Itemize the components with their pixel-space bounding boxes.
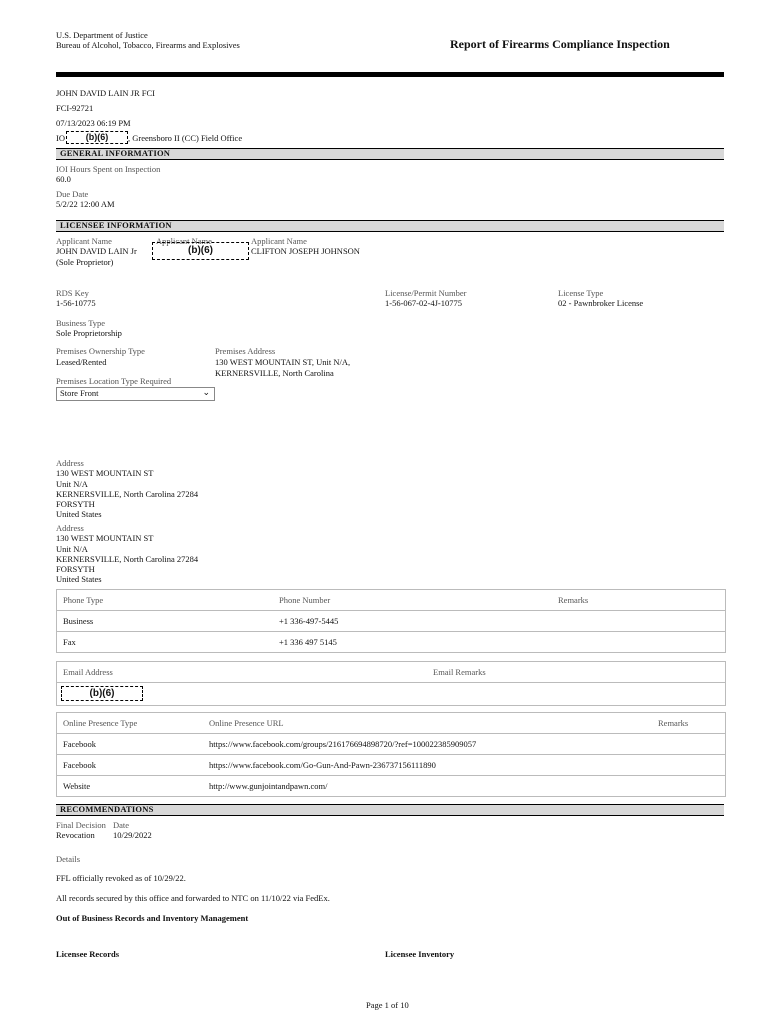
- rds-key-value: 1-56-10775: [56, 298, 96, 308]
- ownership-label: Premises Ownership Type: [56, 346, 145, 356]
- applicant-label: Applicant Name: [56, 236, 112, 246]
- license-number-value: 1-56-067-02-4J-10775: [385, 298, 462, 308]
- licensee-inspection-name: JOHN DAVID LAIN JR FCI: [56, 88, 156, 98]
- column-header: Online Presence URL: [209, 718, 284, 728]
- phone-type: Fax: [63, 637, 76, 647]
- table-header-row: [57, 713, 725, 734]
- licensee-inventory-label: Licensee Inventory: [385, 949, 455, 959]
- io-redaction: (b)(6): [66, 131, 128, 144]
- email-table: [56, 661, 726, 706]
- details-label: Details: [56, 854, 81, 864]
- table-row: [57, 734, 725, 755]
- column-header: Email Address: [63, 667, 113, 677]
- presence-type: Facebook: [63, 739, 97, 749]
- table-header-row: [57, 662, 725, 683]
- presence-url[interactable]: https://www.facebook.com/groups/216176694898720/?ref=100022385909057: [209, 739, 477, 749]
- table-row: [57, 776, 725, 796]
- applicant-value: JOHN DAVID LAIN Jr: [56, 246, 137, 256]
- address1-line: United States: [56, 509, 102, 519]
- decision-date-value: 10/29/2022: [113, 830, 152, 840]
- address2-line: KERNERSVILLE, North Carolina 27284: [56, 554, 199, 564]
- applicant3-value: CLIFTON JOSEPH JOHNSON: [251, 246, 360, 256]
- table-row: [57, 632, 725, 652]
- column-header: Remarks: [558, 595, 589, 605]
- page-number: Page 1 of 10: [366, 1000, 409, 1010]
- column-header: Email Remarks: [433, 667, 486, 677]
- header-divider: [56, 72, 724, 77]
- location-type-value: Store Front: [60, 388, 99, 398]
- license-number-label: License/Permit Number: [385, 288, 467, 298]
- recommendations-header: RECOMMENDATIONS: [56, 804, 724, 816]
- address1-label: Address: [56, 458, 84, 468]
- general-information-header: GENERAL INFORMATION: [56, 148, 724, 160]
- report-datetime: 07/13/2023 06:19 PM: [56, 118, 131, 128]
- premises-address-label: Premises Address: [215, 346, 276, 356]
- applicant-note: (Sole Proprietor): [56, 257, 114, 267]
- license-type-label: License Type: [558, 288, 604, 298]
- online-presence-table: [56, 712, 726, 797]
- date-label: Date: [113, 820, 130, 830]
- phone-type: Business: [63, 616, 94, 626]
- rds-key-label: RDS Key: [56, 288, 89, 298]
- license-type-value: 02 - Pawnbroker License: [558, 298, 644, 308]
- business-type-value: Sole Proprietorship: [56, 328, 122, 338]
- detail-line: FFL officially revoked as of 10/29/22.: [56, 873, 186, 883]
- address1-line: KERNERSVILLE, North Carolina 27284: [56, 489, 199, 499]
- io-prefix: IO: [56, 133, 65, 143]
- address2-line: FORSYTH: [56, 564, 95, 574]
- licensee-information-header: LICENSEE INFORMATION: [56, 220, 724, 232]
- address1-line: 130 WEST MOUNTAIN ST: [56, 468, 154, 478]
- final-decision-label: Final Decision: [56, 820, 106, 830]
- business-type-label: Business Type: [56, 318, 106, 328]
- premises-address-line2: KERNERSVILLE, North Carolina: [215, 368, 334, 378]
- location-type-label: Premises Location Type Required: [56, 376, 172, 386]
- column-header: Phone Type: [63, 595, 104, 605]
- presence-url[interactable]: http://www.gunjointandpawn.com/: [209, 781, 328, 791]
- column-header: Phone Number: [279, 595, 331, 605]
- hours-value: 60.0: [56, 174, 71, 184]
- column-header: Online Presence Type: [63, 718, 138, 728]
- presence-type: Website: [63, 781, 91, 791]
- hours-label: IOI Hours Spent on Inspection: [56, 164, 161, 174]
- applicant2-redaction: (b)(6): [152, 242, 249, 260]
- table-row: [57, 755, 725, 776]
- address2-line: United States: [56, 574, 102, 584]
- final-decision-value: Revocation: [56, 830, 95, 840]
- address2-label: Address: [56, 523, 84, 533]
- bureau-name: Bureau of Alcohol, Tobacco, Firearms and Explosives: [56, 40, 240, 50]
- premises-address-line1: 130 WEST MOUNTAIN ST, Unit N/A,: [215, 357, 351, 367]
- address1-line: Unit N/A: [56, 479, 88, 489]
- table-header-row: [57, 590, 725, 611]
- applicant3-label: Applicant Name: [251, 236, 307, 246]
- due-date-value: 5/2/22 12:00 AM: [56, 199, 115, 209]
- table-row: [57, 611, 725, 632]
- due-date-label: Due Date: [56, 189, 89, 199]
- field-office: , Greensboro II (CC) Field Office: [128, 133, 243, 143]
- location-type-select[interactable]: [56, 387, 215, 401]
- address1-line: FORSYTH: [56, 499, 95, 509]
- column-header: Remarks: [658, 718, 689, 728]
- agency-name: U.S. Department of Justice: [56, 30, 148, 40]
- chevron-down-icon: ⌄: [202, 387, 210, 397]
- case-number: FCI-92721: [56, 103, 94, 113]
- presence-type: Facebook: [63, 760, 97, 770]
- address2-line: 130 WEST MOUNTAIN ST: [56, 533, 154, 543]
- report-title: Report of Firearms Compliance Inspection: [450, 37, 670, 51]
- presence-url[interactable]: https://www.facebook.com/Go-Gun-And-Pawn-236737156111890: [209, 760, 436, 770]
- address2-line: Unit N/A: [56, 544, 88, 554]
- licensee-records-label: Licensee Records: [56, 949, 120, 959]
- phone-number: +1 336 497 5145: [279, 637, 337, 647]
- applicant2-label: Applicant Name: [156, 236, 212, 246]
- email-redaction: (b)(6): [61, 686, 143, 701]
- ownership-value: Leased/Rented: [56, 357, 107, 367]
- phone-table: [56, 589, 726, 653]
- table-row: [57, 683, 725, 705]
- detail-line: All records secured by this office and forwarded to NTC on 11/10/22 via FedEx.: [56, 893, 330, 903]
- oob-heading: Out of Business Records and Inventory Management: [56, 913, 249, 923]
- phone-number: +1 336-497-5445: [279, 616, 339, 626]
